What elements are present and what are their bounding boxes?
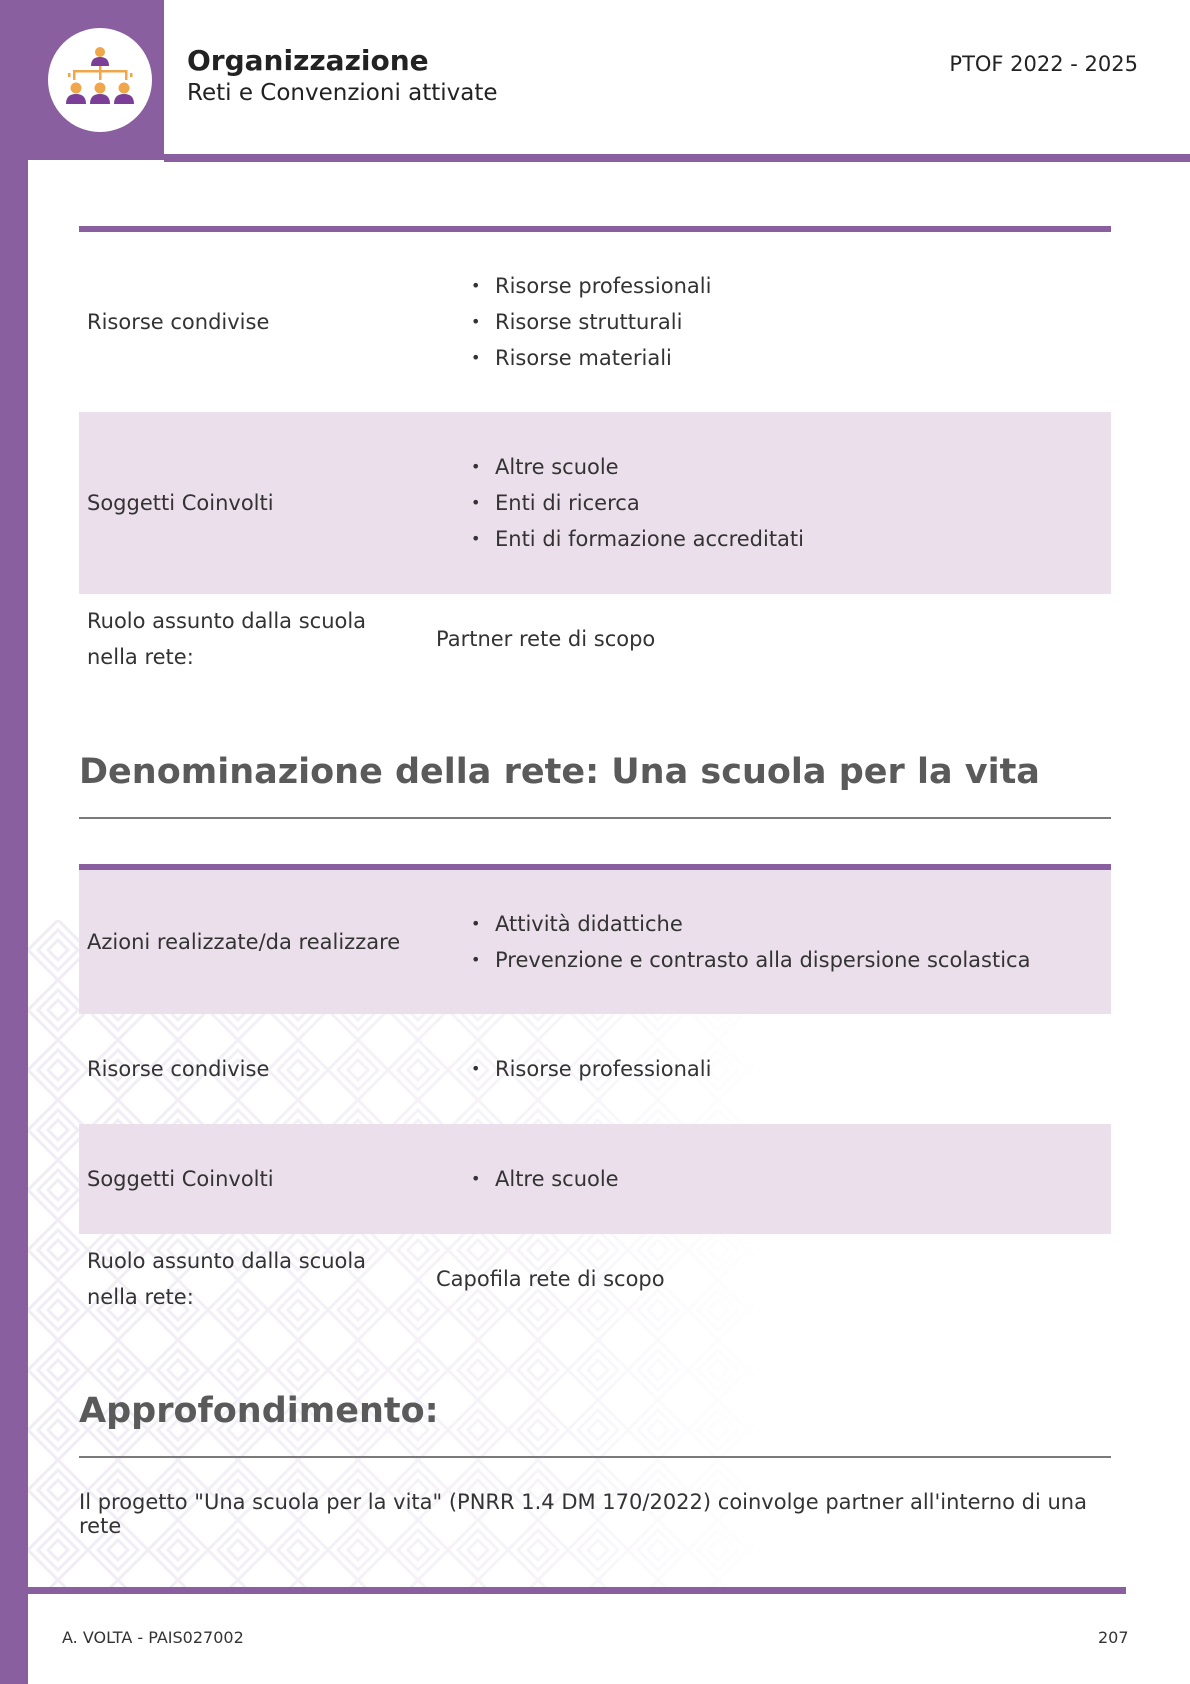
role-value: Capofila rete di scopo [436,1267,665,1291]
list-item: • Risorse strutturali [471,304,1111,340]
table-row [79,1124,1111,1234]
list-item: • Attività didattiche [471,906,1111,942]
row-label-line: Ruolo assunto dalla scuola [87,609,367,633]
bullet-list [436,449,1111,557]
row-label: Risorse condivise [87,310,270,334]
header-title: Organizzazione [187,44,429,77]
list-item: • Risorse professionali [471,268,1111,304]
row-label: Risorse condivise [87,1057,270,1081]
row-value [436,1261,1111,1297]
row-label: Azioni realizzate/da realizzare [87,930,401,954]
row-label: Soggetti Coinvolti [87,491,274,515]
footer-rule [28,1587,1126,1594]
row-label-line: nella rete: [87,1285,194,1309]
heading-rule [79,1456,1111,1458]
list-item: • Enti di ricerca [471,485,1111,521]
table-row [79,1234,1111,1324]
table-row [79,1014,1111,1124]
bullet-list [436,1051,1111,1087]
list-item: • Altre scuole [471,449,1111,485]
row-value [436,268,1111,376]
header-edition: PTOF 2022 - 2025 [949,52,1138,76]
row-label: Soggetti Coinvolti [87,1167,274,1191]
row-label-line: Ruolo assunto dalla scuola [87,1249,367,1273]
insight-paragraph: Il progetto "Una scuola per la vita" (PNRR 1.4 DM 170/2022) coinvolge partner all'interno di una rete [79,1490,1087,1538]
role-value: Partner rete di scopo [436,627,656,651]
row-value [436,1161,1111,1197]
bullet-list [436,268,1111,376]
list-item: • Prevenzione e contrasto alla dispersione scolastica [471,942,1111,978]
table-row [79,232,1111,412]
header-logo [48,28,152,132]
row-label [79,603,436,675]
row-value [436,621,1111,657]
header-subtitle: Reti e Convenzioni attivate [187,80,498,106]
footer-page-number: 207 [1098,1628,1129,1647]
row-value [436,906,1111,978]
table-row [79,412,1111,594]
header-rule [164,154,1190,162]
heading-rule [79,817,1111,819]
bullet-list [436,1161,1111,1197]
row-label [79,1243,436,1315]
network-table-1 [79,226,1111,684]
table-row [79,594,1111,684]
insight-heading: Approfondimento: [79,1391,439,1431]
org-chart-people-icon [62,44,138,116]
list-item: • Altre scuole [471,1161,1111,1197]
row-value [436,1051,1111,1087]
left-accent-strip [0,0,28,1684]
table-row [79,870,1111,1014]
row-value [436,449,1111,557]
footer-school: A. VOLTA - PAIS027002 [62,1628,244,1647]
list-item: • Risorse professionali [471,1051,1111,1087]
network-table-2 [79,864,1111,1324]
bullet-list [436,906,1111,978]
row-label-line: nella rete: [87,645,194,669]
list-item: • Risorse materiali [471,340,1111,376]
list-item: • Enti di formazione accreditati [471,521,1111,557]
network-name-heading: Denominazione della rete: Una scuola per la vita [79,752,1040,792]
